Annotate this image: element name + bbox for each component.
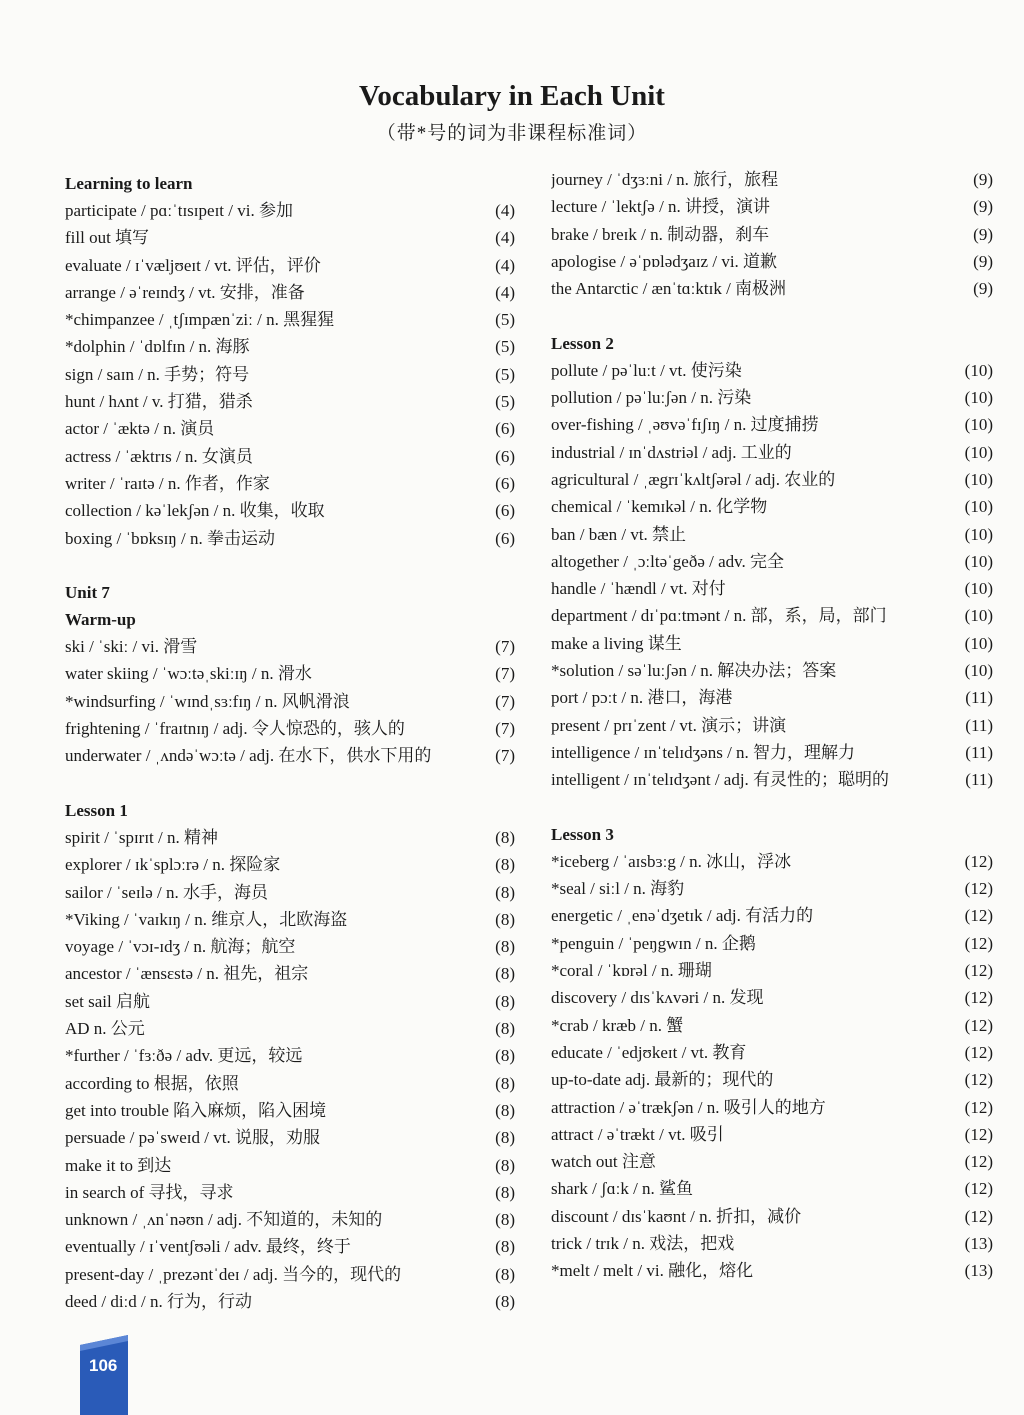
vocab-page-ref: (12): [964, 961, 993, 981]
vocab-word: actor / ˈæktə / n. 演员: [65, 419, 215, 439]
vocab-word: participate / pɑːˈtɪsɪpeɪt / vi. 参加: [65, 201, 293, 220]
vocab-entry: [551, 193, 993, 220]
vocab-word: *chimpanzee / ˌtʃɪmpænˈziː / n. 黑猩猩: [65, 310, 335, 330]
vocab-entry: [551, 1257, 993, 1284]
vocab-entry: [65, 688, 515, 715]
vocab-page-ref: (5): [495, 392, 515, 412]
vocab-page-ref: (8): [495, 991, 515, 1011]
vocab-page-ref: (12): [964, 1206, 993, 1226]
vocab-page-ref: (8): [495, 964, 515, 984]
vocab-word: according to 根据，依照: [65, 1073, 239, 1093]
vocab-entry: [551, 248, 993, 275]
vocab-word: ski / ˈskiː / vi. 滑雪: [65, 637, 198, 657]
vocab-entry: [551, 575, 993, 602]
vocab-page-ref: (12): [964, 933, 993, 953]
vocab-entry: [65, 906, 515, 933]
vocab-word: watch out 注意: [551, 1152, 656, 1172]
vocab-entry: [551, 1094, 993, 1121]
section-gap: [65, 770, 515, 797]
vocab-entry: [551, 221, 993, 248]
vocab-entry: [65, 851, 515, 878]
vocab-page-ref: (12): [964, 1152, 993, 1172]
vocab-entry: [65, 1179, 515, 1206]
vocab-word: intelligence / ɪnˈtelɪdʒəns / n. 智力，理解力: [551, 742, 856, 762]
vocab-page-ref: (4): [495, 255, 515, 275]
page-number: 106: [89, 1356, 118, 1375]
vocab-page-ref: (4): [495, 201, 515, 220]
vocab-page-ref: (12): [964, 1124, 993, 1144]
vocab-word: unknown / ˌʌnˈnəʊn / adj. 不知道的，未知的: [65, 1210, 383, 1230]
vocab-entry: [65, 960, 515, 987]
vocab-page-ref: (8): [495, 1210, 515, 1230]
vocab-page-ref: (11): [965, 715, 993, 735]
vocab-page-ref: (12): [964, 1097, 993, 1117]
vocab-entry: [65, 252, 515, 279]
vocab-page-ref: (6): [495, 446, 515, 466]
vocab-entry: [551, 439, 993, 466]
vocab-page-ref: (12): [964, 988, 993, 1008]
vocab-word: *coral / ˈkɒrəl / n. 珊瑚: [551, 961, 712, 981]
vocab-page-ref: (12): [964, 1070, 993, 1090]
vocab-word: journey / ˈdʒɜːni / n. 旅行，旅程: [551, 170, 779, 189]
vocab-word: *penguin / ˈpeŋgwɪn / n. 企鹅: [551, 933, 756, 953]
vocab-word: actress / ˈæktrɪs / n. 女演员: [65, 446, 253, 466]
vocab-entry: [65, 197, 515, 224]
vocab-entry: [65, 1015, 515, 1042]
vocab-page-ref: (9): [973, 251, 993, 271]
vocab-page-ref: (8): [495, 827, 515, 847]
vocab-word: deed / diːd / n. 行为，行动: [65, 1291, 252, 1311]
vocab-entry: [65, 306, 515, 333]
vocab-word: persuade / pəˈsweɪd / vt. 说服，劝服: [65, 1128, 320, 1148]
vocab-entry: [65, 470, 515, 497]
vocab-entry: [551, 1012, 993, 1039]
section-heading: Lesson 1: [65, 800, 128, 820]
section-heading: Learning to learn: [65, 174, 193, 193]
vocab-page-ref: (13): [964, 1261, 993, 1281]
vocab-word: hunt / hʌnt / v. 打猎，猎杀: [65, 392, 253, 412]
vocab-entry: [65, 1261, 515, 1288]
section-heading: Warm-up: [65, 610, 136, 630]
vocab-page-ref: (8): [495, 1155, 515, 1175]
vocab-entry: [551, 712, 993, 739]
vocab-word: trick / trɪk / n. 戏法，把戏: [551, 1233, 735, 1253]
vocab-page-ref: (9): [973, 197, 993, 217]
vocab-word: pollution / pəˈluːʃən / n. 污染: [551, 388, 752, 408]
vocab-page-ref: (5): [495, 337, 515, 357]
vocab-page-ref: (8): [495, 1128, 515, 1148]
vocab-entry: [551, 466, 993, 493]
vocab-word: discovery / dɪsˈkʌvəri / n. 发现: [551, 988, 764, 1008]
vocab-word: spirit / ˈspɪrɪt / n. 精神: [65, 827, 218, 847]
vocab-entry: [551, 630, 993, 657]
vocab-word: attraction / əˈtrækʃən / n. 吸引人的地方: [551, 1097, 826, 1117]
vocab-word: energetic / ˌenəˈdʒetɪk / adj. 有活力的: [551, 906, 814, 926]
vocab-word: up-to-date adj. 最新的；现代的: [551, 1070, 774, 1090]
vocab-page-ref: (8): [495, 882, 515, 902]
vocab-word: ban / bæn / vt. 禁止: [551, 524, 687, 544]
page-subtitle: （带*号的词为非课程标准词）: [376, 123, 648, 144]
vocab-word: ancestor / ˈænsɛstə / n. 祖先，祖宗: [65, 964, 309, 984]
vocab-word: agricultural / ˌægrɪˈkʌltʃərəl / adj. 农业的: [551, 469, 836, 489]
vocab-entry: [551, 684, 993, 711]
vocab-word: *windsurfing / ˈwɪndˌsɜːfɪŋ / n. 风帆滑浪: [65, 691, 350, 711]
vocab-entry: [551, 1175, 993, 1202]
vocab-word: department / dɪˈpɑːtmənt / n. 部，系，局，部门: [551, 606, 887, 626]
section-gap: [551, 302, 993, 329]
vocab-entry: [65, 660, 515, 687]
vocab-entry: [65, 1288, 515, 1315]
vocab-word: educate / ˈedjʊkeɪt / vt. 教育: [551, 1042, 747, 1062]
vocab-word: sign / saɪn / n. 手势；符号: [65, 364, 250, 384]
vocab-word: *crab / kræb / n. 蟹: [551, 1015, 684, 1035]
vocab-entry: [65, 224, 515, 251]
vocab-entry: [65, 933, 515, 960]
vocab-word: present-day / ˌprezəntˈdeɪ / adj. 当今的，现代的: [65, 1264, 402, 1284]
vocab-page-ref: (8): [495, 855, 515, 875]
vocab-word: intelligent / ɪnˈtelɪdʒənt / adj. 有灵性的；聪明的: [551, 770, 890, 790]
vocab-page-ref: (10): [964, 469, 993, 489]
vocab-entry: [65, 633, 515, 660]
vocab-entry: [65, 1097, 515, 1124]
vocab-entry: [65, 525, 515, 552]
vocab-page-ref: (6): [495, 419, 515, 439]
left-column: [65, 170, 515, 1315]
page-title: Vocabulary in Each Unit: [359, 80, 665, 112]
section-gap: [551, 794, 993, 821]
vocab-word: *further / ˈfɜːðə / adv. 更远，较远: [65, 1046, 303, 1066]
vocab-entry: [65, 279, 515, 306]
right-column: [551, 166, 993, 1285]
vocab-page-ref: (10): [964, 633, 993, 653]
vocab-page-ref: (6): [495, 501, 515, 521]
vocab-entry: [65, 742, 515, 769]
vocab-page-ref: (8): [495, 1046, 515, 1066]
vocab-entry: [551, 766, 993, 793]
vocab-word: collection / kəˈlekʃən / n. 收集，收取: [65, 501, 325, 521]
vocab-word: shark / ʃɑːk / n. 鲨鱼: [551, 1179, 694, 1199]
vocab-page-ref: (4): [495, 282, 515, 302]
vocab-entry: [551, 1230, 993, 1257]
vocab-page-ref: (9): [973, 224, 993, 244]
vocab-entry: [551, 166, 993, 193]
vocab-page-ref: (11): [965, 688, 993, 708]
vocab-entry: [65, 1206, 515, 1233]
vocab-page-ref: (12): [964, 1179, 993, 1199]
vocab-word: explorer / ɪkˈsplɔːrə / n. 探险家: [65, 855, 281, 875]
vocab-word: brake / breɪk / n. 制动器，刹车: [551, 224, 770, 244]
vocab-entry: [551, 930, 993, 957]
vocab-page-ref: (8): [495, 1237, 515, 1257]
vocab-page-ref: (12): [964, 906, 993, 926]
vocab-word: voyage / ˈvɔɪ-ɪdʒ / n. 航海；航空: [65, 937, 296, 957]
vocab-word: port / pɔːt / n. 港口，海港: [551, 688, 733, 708]
vocab-word: underwater / ˌʌndəˈwɔːtə / adj. 在水下，供水下用的: [65, 746, 432, 766]
vocab-page-ref: (8): [495, 1264, 515, 1284]
vocab-word: the Antarctic / ænˈtɑːktɪk / 南极洲: [551, 279, 787, 299]
vocab-word: pollute / pəˈluːt / vt. 使污染: [551, 360, 742, 380]
vocab-word: arrange / əˈreɪndʒ / vt. 安排，准备: [65, 282, 305, 302]
vocab-page-ref: (7): [495, 664, 515, 684]
vocab-entry: [65, 1233, 515, 1260]
vocab-page-ref: (12): [964, 1015, 993, 1035]
vocab-entry: [551, 521, 993, 548]
vocab-entry: [551, 1066, 993, 1093]
vocab-page-ref: (13): [964, 1233, 993, 1253]
vocab-word: apologise / əˈpɒlədʒaɪz / vi. 道歉: [551, 251, 778, 271]
vocab-entry: [65, 1070, 515, 1097]
vocab-page-ref: (10): [964, 360, 993, 380]
vocab-entry: [551, 1203, 993, 1230]
vocab-entry: [65, 333, 515, 360]
vocab-word: sailor / ˈseɪlə / n. 水手，海员: [65, 882, 269, 902]
vocab-page-ref: (6): [495, 473, 515, 493]
vocab-page-ref: (10): [964, 579, 993, 599]
vocab-entry: [65, 443, 515, 470]
vocab-page-ref: (8): [495, 1100, 515, 1120]
vocab-word: over-fishing / ˌəʊvəˈfɪʃɪŋ / n. 过度捕捞: [551, 415, 819, 435]
vocab-entry: [551, 902, 993, 929]
vocab-word: altogether / ˌɔːltəˈgeðə / adv. 完全: [551, 551, 785, 571]
vocab-word: fill out 填写: [65, 228, 150, 248]
vocab-entry: [551, 384, 993, 411]
vocab-page-ref: (6): [495, 528, 515, 548]
vocab-page-ref: (9): [973, 170, 993, 189]
vocab-entry: [551, 1148, 993, 1175]
vocab-entry: [551, 657, 993, 684]
vocab-page-ref: (10): [964, 388, 993, 408]
vocab-entry: [551, 848, 993, 875]
section-heading: Lesson 2: [551, 333, 614, 353]
vocab-page-ref: (7): [495, 637, 515, 657]
vocab-entry: [551, 602, 993, 629]
vocab-entry: [65, 415, 515, 442]
vocab-word: chemical / ˈkemɪkəl / n. 化学物: [551, 497, 768, 517]
vocab-page-ref: (10): [964, 497, 993, 517]
vocab-word: *dolphin / ˈdɒlfɪn / n. 海豚: [65, 337, 250, 357]
vocab-entry: [551, 984, 993, 1011]
vocab-entry: [65, 824, 515, 851]
vocab-entry: [65, 1124, 515, 1151]
vocab-word: frightening / ˈfraɪtnɪŋ / adj. 令人惊恐的，骇人的: [65, 719, 405, 739]
vocab-page-ref: (8): [495, 1019, 515, 1039]
vocab-word: *seal / siːl / n. 海豹: [551, 879, 685, 899]
vocab-page-ref: (5): [495, 310, 515, 330]
vocab-page-ref: (10): [964, 524, 993, 544]
vocab-page-ref: (10): [964, 415, 993, 435]
vocab-page-ref: (11): [965, 770, 993, 790]
vocab-word: discount / dɪsˈkaʊnt / n. 折扣，减价: [551, 1206, 802, 1226]
vocab-word: set sail 启航: [65, 991, 150, 1011]
vocab-entry: [65, 715, 515, 742]
vocab-word: attract / əˈtrækt / vt. 吸引: [551, 1124, 724, 1144]
vocab-entry: [65, 361, 515, 388]
vocab-page-ref: (8): [495, 1073, 515, 1093]
vocab-word: water skiing / ˈwɔːtəˌskiːɪŋ / n. 滑水: [65, 664, 312, 684]
vocab-word: evaluate / ɪˈvæljʊeɪt / vt. 评估，评价: [65, 255, 321, 275]
vocab-word: industrial / ɪnˈdʌstriəl / adj. 工业的: [551, 442, 792, 462]
vocab-page-ref: (10): [964, 606, 993, 626]
vocab-page-ref: (8): [495, 1182, 515, 1202]
vocab-entry: [551, 357, 993, 384]
vocab-word: *Viking / ˈvaɪkɪŋ / n. 维京人，北欧海盗: [65, 909, 348, 929]
vocab-entry: [65, 497, 515, 524]
vocab-word: *solution / səˈluːʃən / n. 解决办法；答案: [551, 661, 837, 681]
vocab-entry: [65, 388, 515, 415]
vocab-page-ref: (7): [495, 746, 515, 766]
section-heading: Unit 7: [65, 583, 110, 603]
vocab-page-ref: (7): [495, 719, 515, 739]
vocab-entry: [551, 275, 993, 302]
vocab-page-ref: (9): [973, 279, 993, 299]
vocab-entry: [65, 1042, 515, 1069]
vocab-page-ref: (8): [495, 909, 515, 929]
vocab-word: make a living 谋生: [551, 633, 682, 653]
vocab-word: eventually / ɪˈventʃʊəli / adv. 最终，终于: [65, 1237, 351, 1257]
vocab-word: *melt / melt / vi. 融化，熔化: [551, 1261, 754, 1281]
vocab-page-ref: (10): [964, 551, 993, 571]
vocab-page-ref: (12): [964, 851, 993, 871]
vocab-entry: [551, 548, 993, 575]
vocab-entry: [65, 988, 515, 1015]
vocab-word: *iceberg / ˈaɪsbɜːg / n. 冰山，浮冰: [551, 851, 792, 871]
vocab-page-ref: (12): [964, 879, 993, 899]
vocab-page-ref: (11): [965, 742, 993, 762]
vocab-page-ref: (7): [495, 691, 515, 711]
vocab-page-ref: (10): [964, 442, 993, 462]
vocab-entry: [551, 1039, 993, 1066]
vocab-entry: [551, 875, 993, 902]
vocab-page-ref: (8): [495, 937, 515, 957]
vocab-entry: [551, 957, 993, 984]
section-heading: Lesson 3: [551, 824, 614, 844]
vocab-entry: [65, 1152, 515, 1179]
vocab-page-ref: (12): [964, 1042, 993, 1062]
section-gap: [65, 552, 515, 579]
vocab-entry: [551, 493, 993, 520]
vocab-entry: [551, 739, 993, 766]
vocab-word: AD n. 公元: [65, 1019, 145, 1039]
vocab-word: get into trouble 陷入麻烦，陷入困境: [65, 1100, 327, 1120]
vocab-entry: [551, 1121, 993, 1148]
vocab-page-ref: (4): [495, 228, 515, 248]
vocab-word: lecture / ˈlektʃə / n. 讲授，演讲: [551, 197, 771, 217]
vocab-word: writer / ˈraɪtə / n. 作者，作家: [65, 473, 270, 493]
vocab-word: in search of 寻找，寻求: [65, 1182, 234, 1202]
vocab-entry: [65, 879, 515, 906]
vocab-word: present / prɪˈzent / vt. 演示；讲演: [551, 715, 787, 735]
vocab-word: make it to 到达: [65, 1155, 172, 1175]
vocab-page-ref: (8): [495, 1291, 515, 1311]
vocab-page-ref: (10): [964, 661, 993, 681]
vocab-page-ref: (5): [495, 364, 515, 384]
vocab-word: boxing / ˈbɒksɪŋ / n. 拳击运动: [65, 528, 275, 548]
vocab-entry: [551, 411, 993, 438]
vocab-word: handle / ˈhændl / vt. 对付: [551, 579, 726, 599]
